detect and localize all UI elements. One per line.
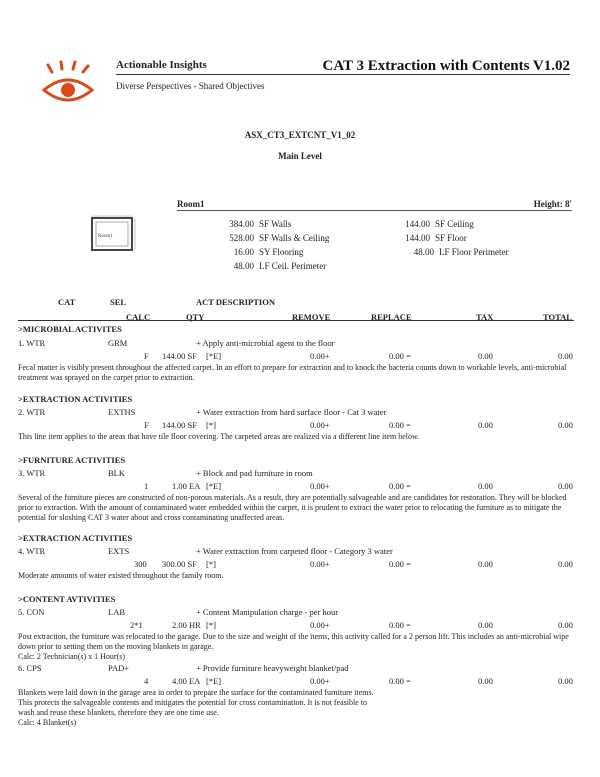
line-number: 1. WTR: [18, 338, 46, 348]
line-qty: 144.00 SF: [162, 351, 197, 361]
col-tax: TAX: [476, 312, 494, 322]
measurement-left-0: 384.00 SF Walls: [229, 219, 292, 229]
line-tax: 0.00: [478, 620, 493, 630]
line-calc: 2*1: [130, 620, 143, 630]
line-number: 2. WTR: [18, 407, 46, 417]
line-tax: 0.00: [478, 481, 493, 491]
line-remove: 0.00+: [310, 559, 330, 569]
col-qty: QTY: [186, 312, 205, 322]
col-remove: REMOVE: [292, 312, 331, 322]
room-height: Height: 8': [533, 199, 572, 209]
line-total: 0.00: [558, 559, 573, 569]
line-flag: [*]: [206, 559, 216, 569]
line-notes: Several of the furniture pieces are constructed of non-porous materials. As a result, they are potentially salvageable and are candidates for restoration. They will be blocked prior to extraction. With the amount of contaminated water embedded within the carpet, it is prudent to extract the water prior to relocating the furniture as to mitigate the potential for sloshing CAT 3 water about and cross contaminating unaffected areas.: [18, 493, 567, 522]
line-qty: 1.00 EA: [172, 481, 201, 491]
company-tagline: Diverse Perspectives - Shared Objectives: [116, 81, 265, 91]
line-tax: 0.00: [478, 351, 493, 361]
col-calc: CALC: [126, 312, 151, 322]
line-sel: BLK: [108, 468, 125, 478]
line-calc: F: [144, 420, 149, 430]
line-sel: PAD+: [108, 663, 130, 673]
room-sketch: [88, 214, 138, 254]
line-total: 0.00: [558, 676, 573, 686]
line-notes: This line item applies to the areas that have tile floor covering. The carpeted areas are realized via a different line item below.: [18, 432, 420, 441]
line-notes: Moderate amounts of water existed throughout the family room.: [18, 571, 224, 580]
line-flag: [*E]: [206, 481, 222, 491]
line-replace: 0.00 =: [389, 676, 411, 686]
line-sel: EXTS: [108, 546, 130, 556]
line-description: + Block and pad furniture in room: [196, 468, 313, 478]
line-tax: 0.00: [478, 420, 493, 430]
level-name: Main Level: [278, 151, 322, 161]
line-notes: Fecal matter is visibly present throughout the affected carpet. In an effort to prepare for extraction and to knock the bacteria counts down to workable levels, anti-microbial treatment was sprayed on the carpet prior to extraction.: [18, 363, 567, 382]
line-calc: 1: [144, 481, 149, 491]
document-title: CAT 3 Extraction with Contents V1.02: [322, 58, 570, 74]
line-sel: EXTHS: [108, 407, 136, 417]
line-description: + Apply anti-microbial agent to the floor: [196, 338, 335, 348]
line-remove: 0.00+: [310, 620, 330, 630]
measurement-right-1: 144.00 SF Floor: [405, 233, 467, 243]
line-total: 0.00: [558, 351, 573, 361]
measurement-left-1: 528.00 SF Walls & Ceiling: [229, 233, 330, 243]
line-description: + Water extraction from hard surface floor - Cat 3 water: [196, 407, 387, 417]
line-remove: 0.00+: [310, 481, 330, 491]
line-description: + Provide furniture heavyweight blanket/pad: [196, 663, 349, 673]
line-calc: 4: [144, 676, 149, 686]
section-title: >MICROBIAL ACTIVITES: [18, 324, 122, 334]
line-calc: 300: [134, 559, 147, 569]
line-qty: 2.00 HR: [172, 620, 201, 630]
room-name: Room1: [177, 199, 205, 209]
line-calc-note: Calc: 2 Technician(s) x 1 Hour(s): [18, 652, 126, 661]
line-replace: 0.00 =: [389, 481, 411, 491]
line-qty: 4.00 EA: [172, 676, 201, 686]
section-title: >CONTENT AVTIVITIES: [18, 594, 116, 604]
line-flag: [*E]: [206, 351, 222, 361]
measurement-left-3: 48.00 LF Ceil. Perimeter: [233, 261, 327, 271]
measurement-right-0: 144.00 SF Ceiling: [405, 219, 474, 229]
column-header-divider: [18, 320, 574, 321]
line-notes-line: Blankets were laid down in the garage area in order to prepare the surface for the contaminated furniture items.: [18, 688, 374, 697]
line-sel: GRM: [108, 338, 128, 348]
col-act-description: ACT DESCRIPTION: [196, 297, 275, 307]
measurement-right-2: 48.00 LF Floor Perimeter: [413, 247, 509, 257]
room-divider: [177, 210, 572, 211]
line-calc: F: [144, 351, 149, 361]
section-title: >EXTRACTION ACTIVITIES: [18, 394, 133, 404]
line-flag: [*]: [206, 620, 216, 630]
line-description: + Water extraction from carpeted floor - Category 3 water: [196, 546, 393, 556]
line-tax: 0.00: [478, 676, 493, 686]
line-notes-line: This protects the salvageable contents and mitigates the potential for cross contamination. It is not feasible to: [18, 698, 368, 707]
line-replace: 0.00 =: [389, 420, 411, 430]
col-replace: REPLACE: [371, 312, 412, 322]
section-title: >EXTRACTION ACTIVITIES: [18, 533, 133, 543]
line-replace: 0.00 =: [389, 620, 411, 630]
line-notes: Post extraction, the furniture was relocated to the garage. Due to the size and weight of the items, this activity called for a 2 person lift. This includes an anti-microbial wipe down prior to setting them on the moving blankets in garage.: [18, 632, 569, 651]
line-notes-line: wash and reuse these blankets, therefore they are one time use.: [18, 708, 219, 717]
line-number: 4. WTR: [18, 546, 46, 556]
line-remove: 0.00+: [310, 676, 330, 686]
line-qty: 300.00 SF: [162, 559, 197, 569]
line-replace: 0.00 =: [389, 351, 411, 361]
line-number: 3. WTR: [18, 468, 46, 478]
line-number: 6. CPS: [18, 663, 42, 673]
line-remove: 0.00+: [310, 351, 330, 361]
line-description: + Content Manipulation charge - per hour: [196, 607, 339, 617]
line-tax: 0.00: [478, 559, 493, 569]
line-flag: [*]: [206, 420, 216, 430]
section-title: >FURNITURE ACTIVITIES: [18, 455, 126, 465]
line-total: 0.00: [558, 420, 573, 430]
room-sketch-label: Room1: [98, 234, 113, 239]
line-flag: [*E]: [206, 676, 222, 686]
col-cat: CAT: [58, 297, 76, 307]
col-sel: SEL: [110, 297, 127, 307]
company-logo-icon: [40, 60, 102, 108]
line-remove: 0.00+: [310, 420, 330, 430]
measurement-left-2: 16.00 SY Flooring: [233, 247, 304, 257]
line-qty: 144.00 SF: [162, 420, 197, 430]
line-total: 0.00: [558, 481, 573, 491]
company-name: Actionable Insights: [116, 59, 207, 71]
estimate-name: ASX_CT3_EXTCNT_V1_02: [244, 130, 356, 140]
line-replace: 0.00 =: [389, 559, 411, 569]
line-total: 0.00: [558, 620, 573, 630]
col-total: TOTAL: [543, 312, 572, 322]
line-calc-note: Calc: 4 Blanket(s): [18, 718, 77, 727]
line-sel: LAB: [108, 607, 125, 617]
line-number: 5. CON: [18, 607, 45, 617]
